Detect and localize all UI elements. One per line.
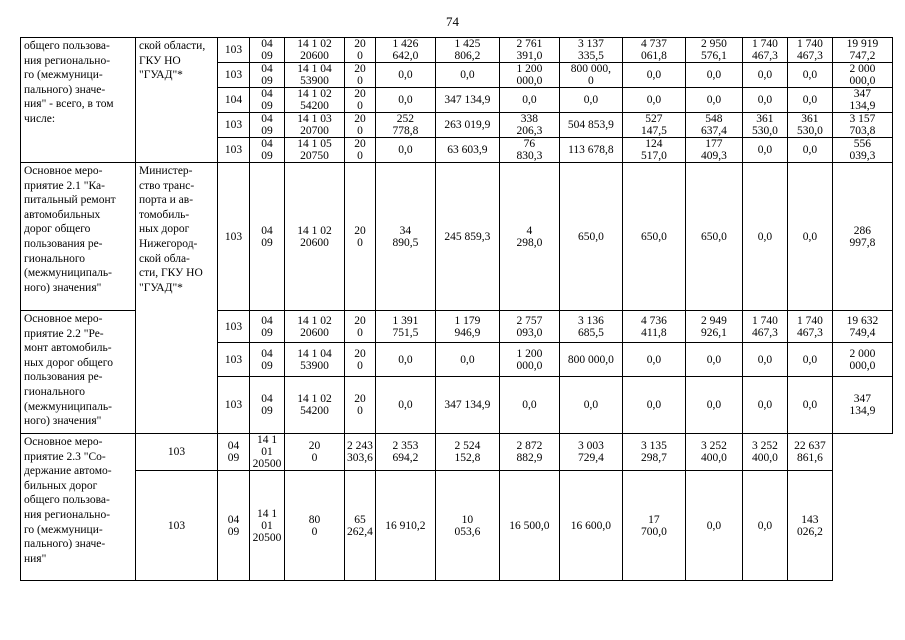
y2018-cell: 2 872 882,9 [499,434,559,471]
y2018-cell: 3 137 335,5 [559,38,622,63]
y2022-cell: 0,0 [787,88,832,113]
y2016-cell: 1 425 806,2 [435,38,499,63]
target-code-cell: 14 1 04 53900 [285,63,345,88]
kbk-code-cell: 103 [218,63,250,88]
y2015-cell: 1 426 642,0 [375,38,435,63]
budget-table [20,37,893,581]
y2019-cell: 4 736 411,8 [622,311,685,343]
y2022-cell: 0,0 [787,163,832,311]
vr-code-cell: 20 0 [345,343,376,377]
y2016-cell: 347 134,9 [435,88,499,113]
y2016-cell: 245 859,3 [435,163,499,311]
y2021-cell: 1 740 467,3 [742,311,787,343]
target-code-cell: 14 1 01 20500 [250,471,285,581]
target-code-cell: 14 1 02 20600 [285,311,345,343]
y2015-cell: 65 262,4 [345,471,376,581]
y2017-cell: 4 298,0 [499,163,559,311]
section-code-cell: 04 09 [250,38,285,63]
y2019-cell: 124 517,0 [622,138,685,163]
y2021-cell: 0,0 [742,138,787,163]
y2020-cell: 0,0 [685,343,742,377]
y2018-cell: 0,0 [559,377,622,434]
y2016-cell: 0,0 [435,343,499,377]
y2016-cell: 263 019,9 [435,113,499,138]
y2016-cell: 63 603,9 [435,138,499,163]
section-code-cell: 04 09 [250,377,285,434]
table-row [21,163,893,311]
y2022-cell: 1 740 467,3 [787,311,832,343]
total-cell: 143 026,2 [787,471,832,581]
y2017-cell: 0,0 [499,377,559,434]
y2022-cell: 0,0 [787,63,832,88]
y2022-cell: 361 530,0 [787,113,832,138]
executor-cell: Министер- ство транс- порта и ав- томобиль- ных дорог Нижегород- ской обла- сти, ГКУ НО "ГУАД"* [136,163,218,434]
target-code-cell: 14 1 02 20600 [285,163,345,311]
activity-name-cell: Основное меро- приятие 2.2 "Ре- монт автомобиль- ных дорог общего пользования ре- гионального (межмуниципаль- ного) значения" [21,311,136,434]
total-cell: 19 919 747,2 [832,38,892,63]
y2021-cell: 0,0 [742,343,787,377]
target-code-cell: 14 1 02 54200 [285,377,345,434]
y2018-cell: 800 000, 0 [559,63,622,88]
y2021-cell: 3 252 400,0 [685,434,742,471]
y2021-cell: 0,0 [742,88,787,113]
section-code-cell: 04 09 [218,471,250,581]
kbk-code-cell: 103 [136,471,218,581]
kbk-code-cell: 103 [218,138,250,163]
y2015-cell: 0,0 [375,88,435,113]
vr-code-cell: 20 0 [345,88,376,113]
y2021-cell: 0,0 [685,471,742,581]
total-cell: 2 000 000,0 [832,63,892,88]
activity-name-cell: Основное меро- приятие 2.3 "Со- держание автомо- бильных дорог общего пользова- ния регионально- го (межмуници- пального) значе- ния" [21,434,136,581]
target-code-cell: 14 1 05 20750 [285,138,345,163]
y2018-cell: 800 000,0 [559,343,622,377]
y2016-cell: 16 910,2 [375,471,435,581]
y2017-cell: 76 830,3 [499,138,559,163]
kbk-code-cell: 104 [218,88,250,113]
y2019-cell: 0,0 [622,343,685,377]
kbk-code-cell: 103 [136,434,218,471]
y2019-cell: 0,0 [622,63,685,88]
y2020-cell: 0,0 [685,377,742,434]
total-cell: 556 039,3 [832,138,892,163]
section-code-cell: 04 09 [250,138,285,163]
section-code-cell: 04 09 [250,63,285,88]
section-code-cell: 04 09 [250,311,285,343]
vr-code-cell: 20 0 [345,311,376,343]
total-cell: 3 157 703,8 [832,113,892,138]
y2020-cell: 3 135 298,7 [622,434,685,471]
y2022-cell: 0,0 [787,377,832,434]
table-row [21,471,893,581]
vr-code-cell: 80 0 [285,471,345,581]
section-code-cell: 04 09 [218,434,250,471]
y2017-cell: 2 757 093,0 [499,311,559,343]
activity-name-cell: Основное меро- приятие 2.1 "Ка- питальный ремонт автомобильных дорог общего пользования ре- гионального (межмуниципаль- ного) значения" [21,163,136,311]
y2019-cell: 0,0 [622,88,685,113]
y2021-cell: 0,0 [742,377,787,434]
y2020-cell: 0,0 [685,88,742,113]
y2015-cell: 0,0 [375,343,435,377]
y2018-cell: 113 678,8 [559,138,622,163]
y2019-cell: 16 600,0 [559,471,622,581]
y2022-cell: 0,0 [787,138,832,163]
y2019-cell: 527 147,5 [622,113,685,138]
section-code-cell: 04 09 [250,113,285,138]
vr-code-cell: 20 0 [345,63,376,88]
y2015-cell: 0,0 [375,138,435,163]
vr-code-cell: 20 0 [345,163,376,311]
kbk-code-cell: 103 [218,377,250,434]
y2020-cell: 2 949 926,1 [685,311,742,343]
section-code-cell: 04 09 [250,88,285,113]
kbk-code-cell: 103 [218,343,250,377]
y2020-cell: 0,0 [685,63,742,88]
target-code-cell: 14 1 01 20500 [250,434,285,471]
total-cell: 2 000 000,0 [832,343,892,377]
target-code-cell: 14 1 02 20600 [285,38,345,63]
y2016-cell: 2 353 694,2 [375,434,435,471]
y2015-cell: 0,0 [375,63,435,88]
section-code-cell: 04 09 [250,163,285,311]
y2020-cell: 2 950 576,1 [685,38,742,63]
target-code-cell: 14 1 04 53900 [285,343,345,377]
kbk-code-cell: 103 [218,311,250,343]
y2018-cell: 650,0 [559,163,622,311]
target-code-cell: 14 1 02 54200 [285,88,345,113]
y2021-cell: 1 740 467,3 [742,38,787,63]
table-row [21,38,893,63]
y2015-cell: 2 243 303,6 [345,434,376,471]
y2020-cell: 548 637,4 [685,113,742,138]
y2017-cell: 2 524 152,8 [435,434,499,471]
kbk-code-cell: 103 [218,113,250,138]
kbk-code-cell: 103 [218,38,250,63]
vr-code-cell: 20 0 [345,113,376,138]
y2018-cell: 0,0 [559,88,622,113]
executor-cell: ской области, ГКУ НО "ГУАД"* [136,38,218,163]
y2017-cell: 1 200 000,0 [499,343,559,377]
total-cell: 286 997,8 [832,163,892,311]
y2022-cell: 0,0 [742,471,787,581]
y2020-cell: 17 700,0 [622,471,685,581]
y2016-cell: 1 179 946,9 [435,311,499,343]
y2022-cell: 0,0 [787,343,832,377]
table-body [21,38,893,581]
y2018-cell: 16 500,0 [499,471,559,581]
y2017-cell: 2 761 391,0 [499,38,559,63]
activity-name-cell: общего пользова- ния регионально- го (межмуници- пального) значе- ния" - всего, в том числе: [21,38,136,163]
y2019-cell: 650,0 [622,163,685,311]
y2022-cell: 1 740 467,3 [787,38,832,63]
y2016-cell: 347 134,9 [435,377,499,434]
total-cell: 19 632 749,4 [832,311,892,343]
y2015-cell: 1 391 751,5 [375,311,435,343]
y2021-cell: 0,0 [742,163,787,311]
page-number: 74 [446,14,459,29]
y2015-cell: 0,0 [375,377,435,434]
total-cell: 347 134,9 [832,377,892,434]
y2015-cell: 34 890,5 [375,163,435,311]
y2018-cell: 3 136 685,5 [559,311,622,343]
total-cell: 347 134,9 [832,88,892,113]
y2019-cell: 4 737 061,8 [622,38,685,63]
table-row [21,434,893,471]
y2019-cell: 3 003 729,4 [559,434,622,471]
total-cell: 22 637 861,6 [787,434,832,471]
target-code-cell: 14 1 03 20700 [285,113,345,138]
vr-code-cell: 20 0 [345,377,376,434]
y2022-cell: 3 252 400,0 [742,434,787,471]
y2017-cell: 338 206,3 [499,113,559,138]
vr-code-cell: 20 0 [345,138,376,163]
vr-code-cell: 20 0 [345,38,376,63]
y2016-cell: 0,0 [435,63,499,88]
section-code-cell: 04 09 [250,343,285,377]
vr-code-cell: 20 0 [285,434,345,471]
y2017-cell: 0,0 [499,88,559,113]
y2018-cell: 504 853,9 [559,113,622,138]
y2015-cell: 252 778,8 [375,113,435,138]
y2020-cell: 177 409,3 [685,138,742,163]
y2017-cell: 1 200 000,0 [499,63,559,88]
y2019-cell: 0,0 [622,377,685,434]
y2021-cell: 361 530,0 [742,113,787,138]
y2021-cell: 0,0 [742,63,787,88]
kbk-code-cell: 103 [218,163,250,311]
y2017-cell: 10 053,6 [435,471,499,581]
y2020-cell: 650,0 [685,163,742,311]
